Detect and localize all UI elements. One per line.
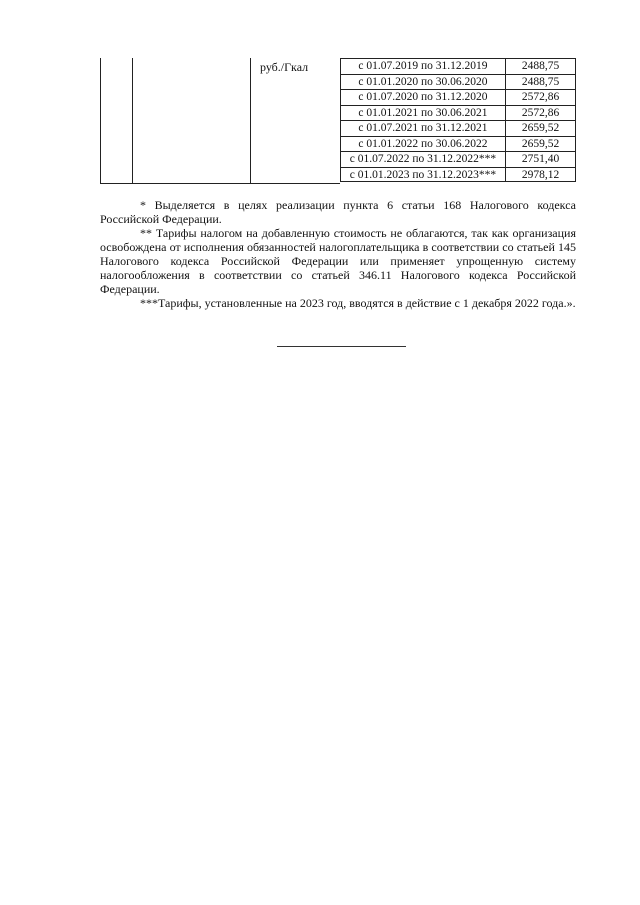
period-cell: с 01.01.2021 по 30.06.2021 bbox=[340, 106, 506, 121]
table-row bbox=[340, 151, 576, 167]
period-cell: с 01.01.2023 по 31.12.2023*** bbox=[340, 168, 506, 182]
tariff-rows bbox=[340, 58, 576, 182]
footnote-tax-exempt: ** Тарифы налогом на добавленную стоимость не облагаются, так как организация освобождена от исполнения обязанностей налогоплательщика в соответствии со статьей 145 Налогового кодекса Российской Федерации или применяет упрощенную систему налогообложения в соответствии со статьей 346.11 Налогового кодекса Российской Федерации. bbox=[100, 226, 576, 296]
table-row bbox=[340, 89, 576, 105]
table-row bbox=[340, 74, 576, 90]
period-cell: с 01.07.2019 по 31.12.2019 bbox=[340, 59, 506, 74]
period-cell: с 01.01.2020 по 30.06.2020 bbox=[340, 75, 506, 90]
value-cell: 2572,86 bbox=[506, 90, 576, 105]
value-cell: 2572,86 bbox=[506, 106, 576, 121]
period-cell: с 01.07.2021 по 31.12.2021 bbox=[340, 121, 506, 136]
footnotes bbox=[100, 198, 576, 310]
period-cell: с 01.01.2022 по 30.06.2022 bbox=[340, 137, 506, 152]
table-column-divider bbox=[250, 58, 251, 184]
value-cell: 2659,52 bbox=[506, 121, 576, 136]
unit-label: руб./Гкал bbox=[260, 60, 309, 74]
table-border-bottom bbox=[100, 183, 340, 184]
table-row bbox=[340, 136, 576, 152]
value-cell: 2978,12 bbox=[506, 168, 576, 182]
table-row bbox=[340, 58, 576, 74]
period-cell: с 01.07.2020 по 31.12.2020 bbox=[340, 90, 506, 105]
value-cell: 2659,52 bbox=[506, 137, 576, 152]
period-cell: с 01.07.2022 по 31.12.2022*** bbox=[340, 152, 506, 167]
footnote-effective-date: ***Тарифы, установленные на 2023 год, вводятся в действие с 1 декабря 2022 года.». bbox=[140, 296, 576, 310]
table-row bbox=[340, 105, 576, 121]
table-column-divider bbox=[132, 58, 133, 184]
table-row bbox=[340, 167, 576, 183]
tariff-table bbox=[100, 58, 576, 184]
value-cell: 2751,40 bbox=[506, 152, 576, 167]
footnote-vat: * Выделяется в целях реализации пункта 6 статьи 168 Налогового кодекса Российской Федерации. bbox=[100, 198, 576, 226]
value-cell: 2488,75 bbox=[506, 59, 576, 74]
end-separator-line bbox=[277, 346, 406, 347]
table-border-left bbox=[100, 58, 101, 184]
table-row bbox=[340, 120, 576, 136]
value-cell: 2488,75 bbox=[506, 75, 576, 90]
